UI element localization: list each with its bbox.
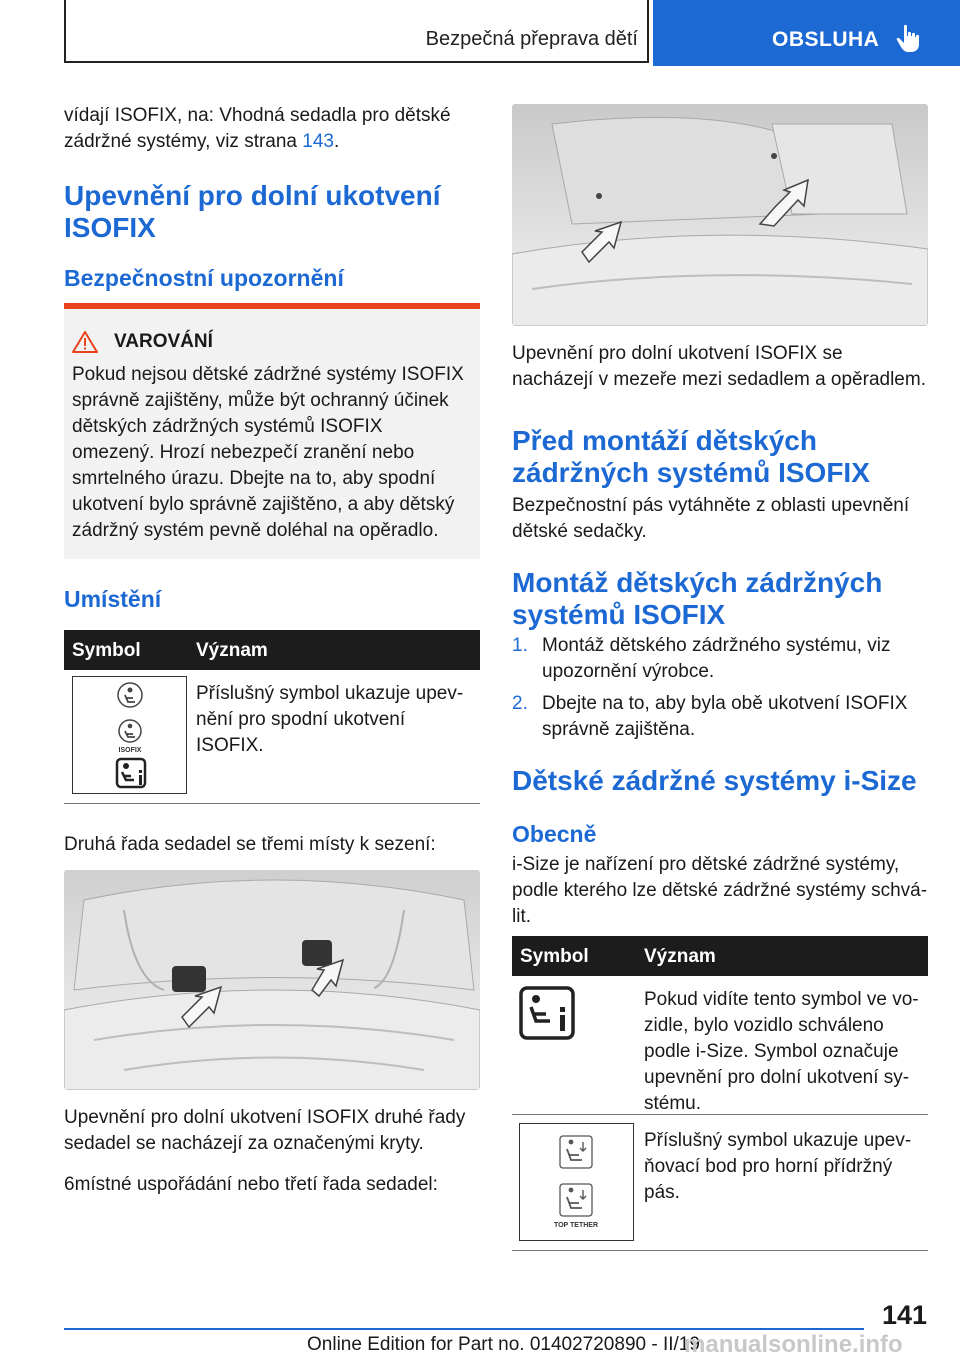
- heading-isofix-line1: Upevnění pro dolní ukotvení: [64, 180, 441, 211]
- table2-row2-text: Příslušný symbol ukazuje upev-ňovací bod pro horní přídržný pás.: [644, 1130, 912, 1203]
- table2-header: [512, 936, 928, 976]
- warning-text: Pokud nejsou dětské zádržné systémy ISOFIX správně zajištěny, může být ochranný účinek dětských zádržných systémů ISOFIX omezený. Hrozí nebezpečí zranění nebo smrtelného úrazu. Dbejte na to, aby spodní ukotvení bylo správně zajištěno, a aby dětský zádržný systém pevně doléhal na opěradlo.: [72, 364, 464, 541]
- warning-triangle-icon: [72, 331, 98, 353]
- third-row-text: 6místné uspořádání nebo třetí řada sedadel:: [64, 1174, 438, 1195]
- footer-rule: [64, 1328, 864, 1330]
- list-item: [512, 691, 922, 743]
- isofix-symbols-icon: [73, 677, 186, 793]
- heading-mount: [512, 567, 882, 631]
- heading-isofix: [64, 180, 440, 244]
- table1-header: [64, 630, 480, 670]
- heading-location: Umístění: [64, 586, 162, 612]
- step-text: Dbejte na to, aby byla obě ukotvení ISOFIX správně zajištěna.: [542, 693, 908, 740]
- heading-before-mount: [512, 425, 870, 489]
- caption-photo1: Upevnění pro dolní ukotvení ISOFIX druhé řady sedadel se nacházejí za označenými kryty.: [64, 1107, 466, 1154]
- second-row-text: Druhá řada sedadel se třemi místy k sezení:: [64, 834, 436, 855]
- step-number: 1.: [512, 635, 528, 656]
- top-tether-label: TOP TETHER: [553, 1222, 599, 1229]
- isize-symbol-icon: [518, 985, 576, 1041]
- table1-row-divider: [64, 803, 480, 804]
- heading-mount-line2: systémů ISOFIX: [512, 599, 726, 630]
- page-link[interactable]: 143: [302, 131, 334, 152]
- intro-end: .: [333, 131, 340, 152]
- heading-general: Obecně: [512, 821, 597, 847]
- heading-isofix-line2: ISOFIX: [64, 212, 156, 243]
- watermark: manualsonline.info: [684, 1331, 903, 1358]
- intro-text: vídají ISOFIX, na: Vhodná sedadla pro dětské zádržné systémy, viz strana: [64, 105, 451, 152]
- heading-mount-line1: Montáž dětských zádržných: [512, 567, 883, 598]
- table2-symbol-box: [519, 1123, 634, 1241]
- table2-col-symbol: Symbol: [520, 946, 589, 967]
- step-number: 2.: [512, 693, 528, 714]
- heading-isize: Dětské zádržné systémy i-Size: [512, 765, 917, 796]
- before-mount-text: Bezpečnostní pás vytáhněte z oblasti upevnění dětské sedačky.: [512, 495, 910, 542]
- general-text: i-Size je nařízení pro dětské zádržné systémy, podle kterého lze dětské zádržné systémy schvá-lit.: [512, 854, 928, 927]
- heading-before-line1: Před montáží dětských: [512, 425, 817, 456]
- caption-photo2: Upevnění pro dolní ukotvení ISOFIX se nacházejí v mezeře mezi sedadlem a opěradlem.: [512, 343, 926, 390]
- table2-row1-text: Pokud vidíte tento symbol ve vo-zidle, bylo vozidlo schváleno podle i-Size. Symbol označuje upevnění pro dolní ukotvení sy-stému.: [644, 989, 919, 1114]
- table1-col-meaning: Význam: [196, 640, 268, 661]
- footer-edition: Online Edition for Part no. 01402720890 - II/19: [307, 1334, 700, 1355]
- table2-row-divider-1: [512, 1114, 928, 1115]
- table1-row1-text: Příslušný symbol ukazuje upev-nění pro spodní ukotvení ISOFIX.: [196, 683, 464, 756]
- table2-col-meaning: Význam: [644, 946, 716, 967]
- warning-header: [72, 331, 213, 353]
- list-item: [512, 633, 922, 685]
- table1-col-symbol: Symbol: [72, 640, 141, 661]
- step-text: Montáž dětského zádržného systému, viz upozornění výrobce.: [542, 635, 891, 682]
- top-tether-icon: [520, 1124, 633, 1240]
- mount-steps-list: [512, 633, 922, 743]
- seat-photo-third-row: [512, 104, 928, 326]
- page-number: 141: [882, 1300, 928, 1330]
- heading-before-line2: zádržných systémů ISOFIX: [512, 457, 870, 488]
- chapter-tab-label: OBSLUHA: [772, 28, 880, 51]
- section-title: Bezpečná přeprava dětí: [425, 28, 638, 50]
- intro-paragraph: [64, 103, 464, 155]
- table1-symbol-box: [72, 676, 187, 794]
- warning-title: VAROVÁNÍ: [114, 331, 213, 352]
- table2-row-divider-2: [512, 1250, 928, 1251]
- seat-photo-second-row: [64, 870, 480, 1090]
- hand-pointer-icon: [893, 22, 925, 54]
- isofix-label: ISOFIX: [118, 747, 142, 754]
- heading-safety: Bezpečnostní upozornění: [64, 265, 344, 291]
